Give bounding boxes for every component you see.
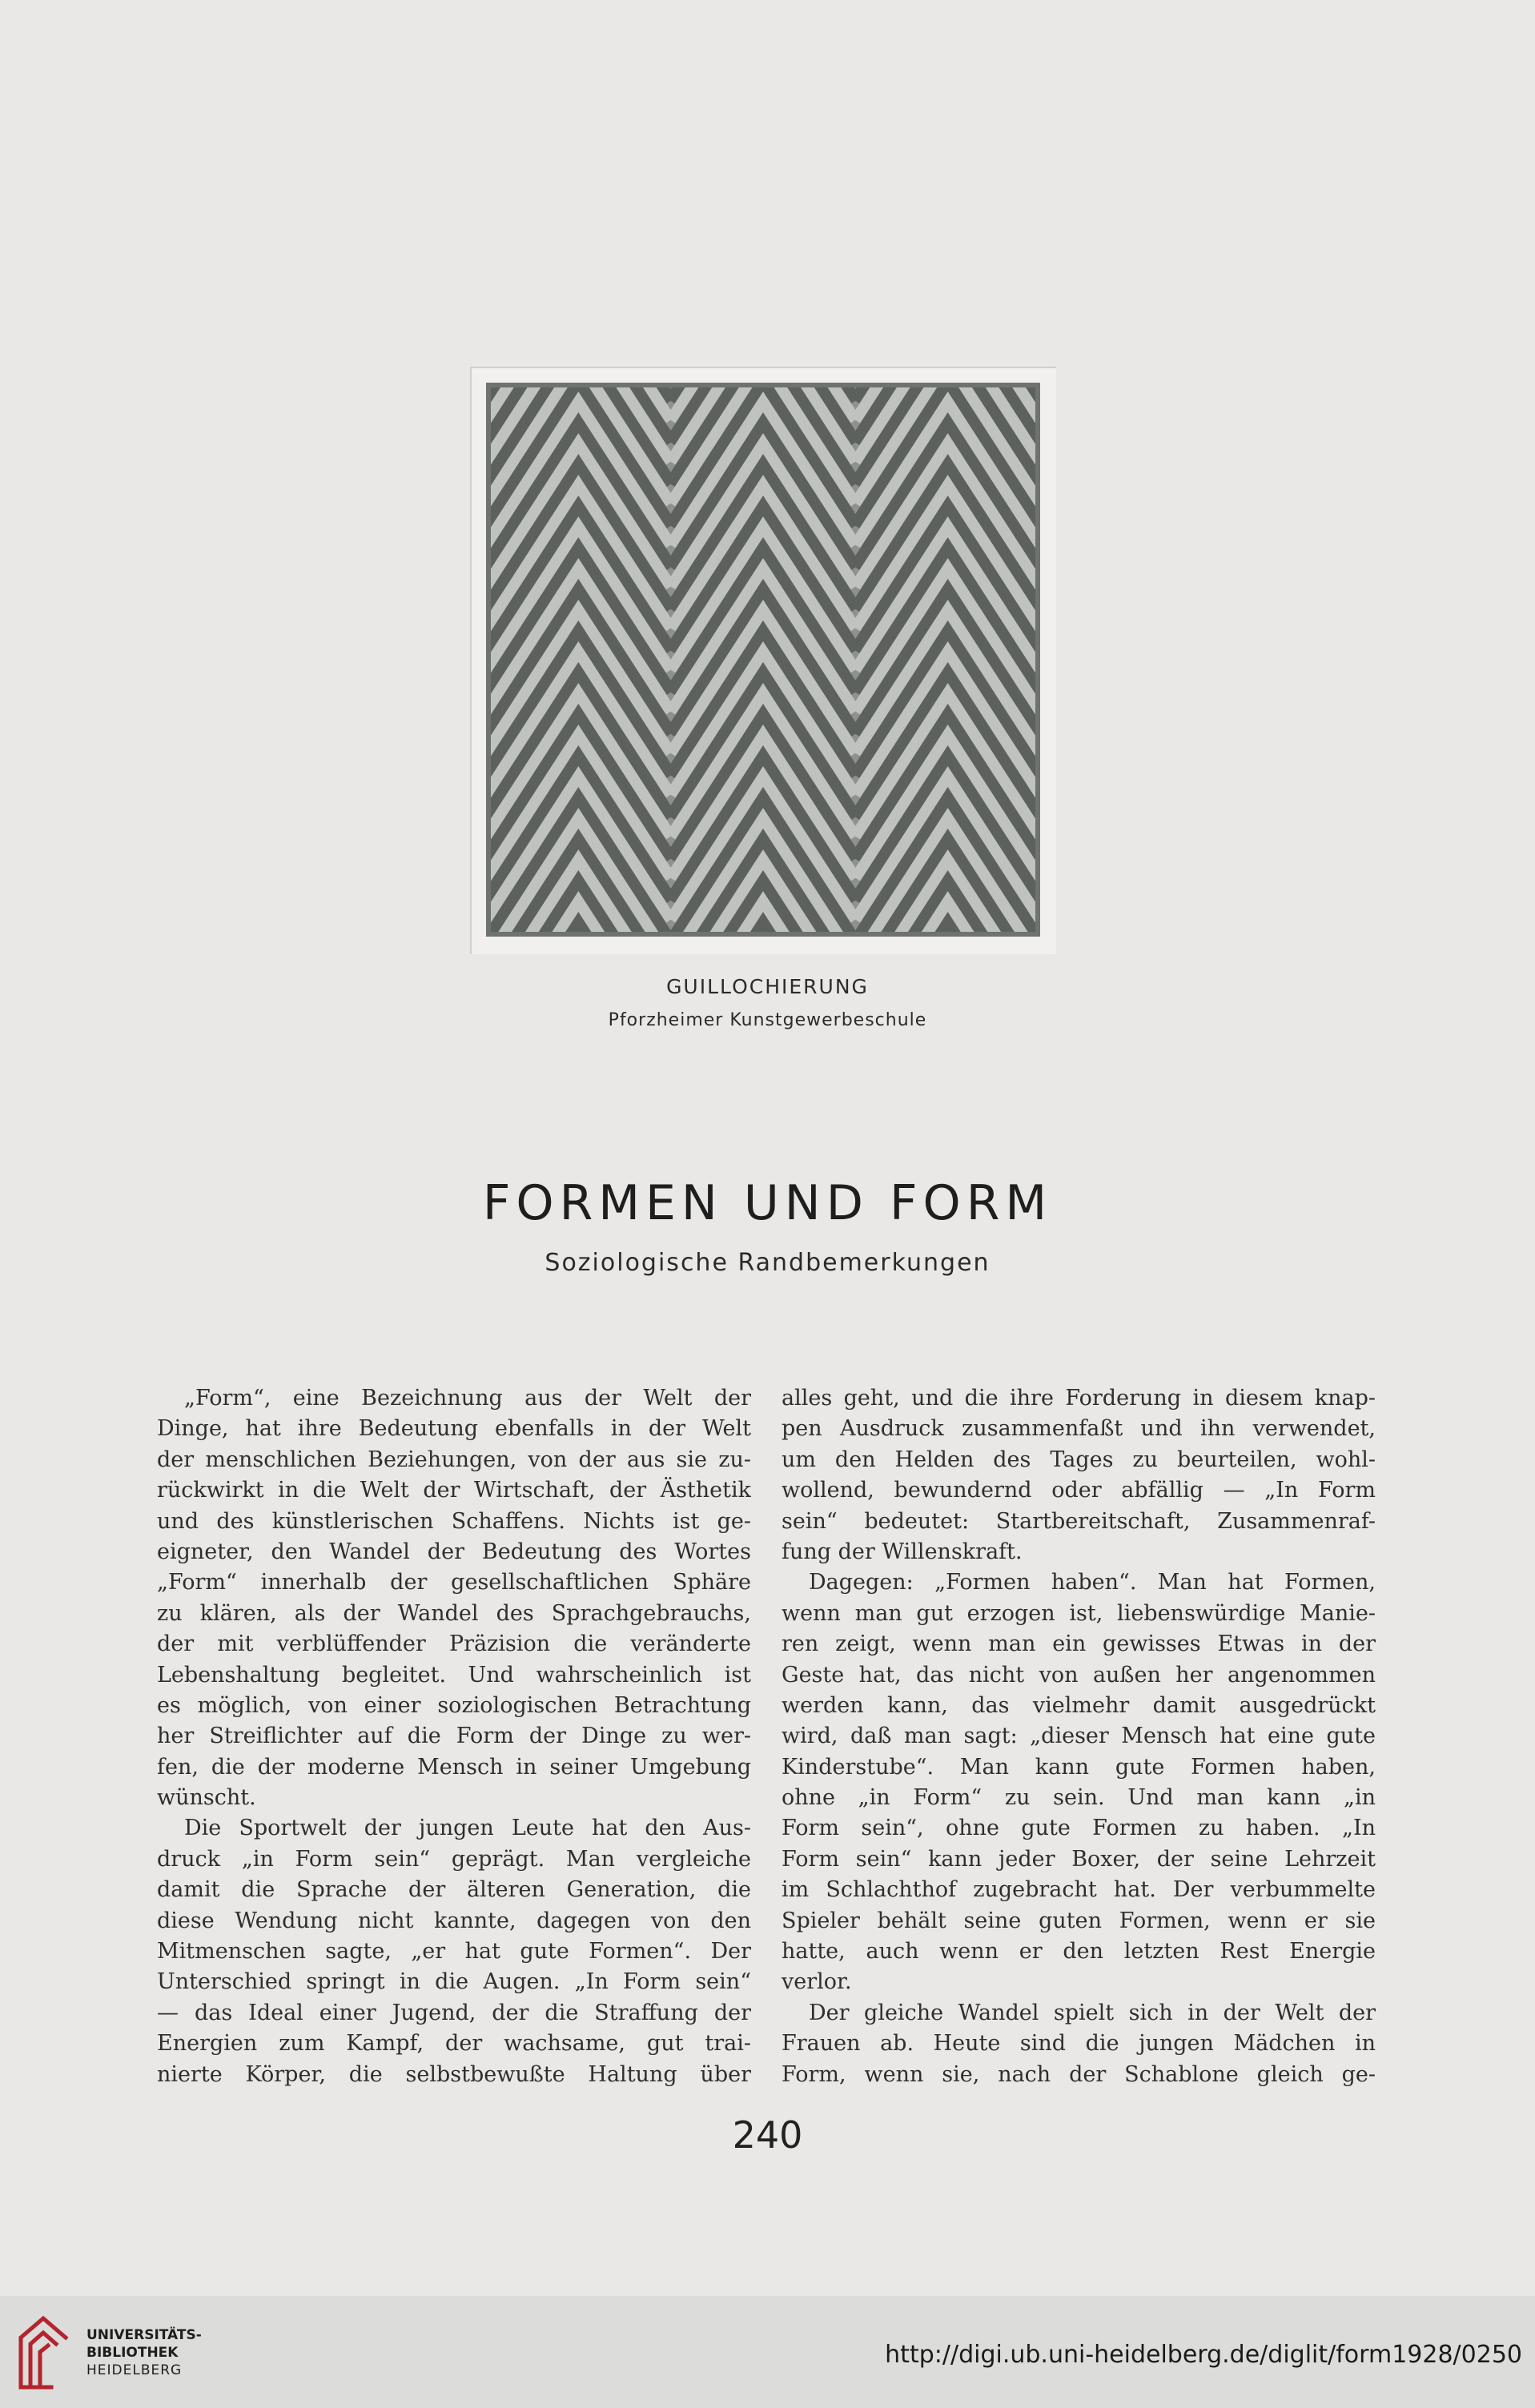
text-line: wollend, bewundernd oder abfällig — „In Form — [782, 1478, 1376, 1503]
text-line: fen, die der moderne Mensch in seiner Umgebung — [157, 1754, 751, 1780]
text-line: Unterschied springt in die Augen. „In Form sein“ — [157, 1969, 751, 1995]
text-line: und des künstlerischen Schaffens. Nichts ist ge- — [157, 1508, 751, 1534]
text-line: der menschlichen Beziehungen, von der aus sie zu- — [157, 1447, 751, 1472]
guilloche-plate-image — [486, 383, 1040, 937]
text-line: druck „in Form sein“ geprägt. Man vergleiche — [157, 1846, 751, 1872]
library-name-line: UNIVERSITÄTS- — [86, 2327, 202, 2343]
text-line: Form sein“, ohne gute Formen zu haben. „In — [782, 1816, 1376, 1841]
text-line: im Schlachthof zugebracht hat. Der verbummelte — [782, 1877, 1376, 1903]
text-line: wird, daß man sagt: „dieser Mensch hat eine gute — [782, 1724, 1376, 1749]
text-line: es möglich, von einer soziologischen Betrachtung — [157, 1692, 751, 1718]
text-line: Mitmenschen sagte, „er hat gute Formen“. Der — [157, 1939, 751, 1965]
library-name-line: HEIDELBERG — [86, 2362, 183, 2378]
text-line: „Form“, eine Bezeichnung aus der Welt der — [184, 1386, 751, 1411]
digital-copy-url-link[interactable]: http://digi.ub.uni-heidelberg.de/diglit/form1928/0250 — [885, 2341, 1522, 2369]
text-line: Spieler behält seine guten Formen, wenn er sie — [782, 1908, 1376, 1933]
text-line: pen Ausdruck zusammenfaßt und ihn verwendet, — [782, 1416, 1376, 1442]
text-line: werden kann, das vielmehr damit ausgedrückt — [782, 1692, 1376, 1718]
ub-heidelberg-logo-icon[interactable] — [16, 2314, 72, 2394]
page-number: 240 — [732, 2113, 803, 2157]
text-line: damit die Sprache der älteren Generation, die — [157, 1877, 751, 1903]
text-line: Energien zum Kampf, der wachsame, gut trai- — [157, 2031, 751, 2057]
text-line: verlor. — [782, 1969, 852, 1995]
guilloche-figure — [470, 367, 1056, 954]
text-line: wenn man gut erzogen ist, liebenswürdige Manie- — [782, 1600, 1376, 1626]
library-name-line: BIBLIOTHEK — [86, 2345, 179, 2361]
text-line: fung der Willenskraft. — [782, 1539, 1023, 1564]
text-line: Dinge, hat ihre Bedeutung ebenfalls in der Welt — [157, 1416, 751, 1442]
text-line: Der gleiche Wandel spielt sich in der Welt der — [809, 2000, 1376, 2025]
text-column-right — [782, 1383, 1376, 2090]
article-subtitle: Soziologische Randbemerkungen — [544, 1249, 991, 1277]
text-line: Frauen ab. Heute sind die jungen Mädchen in — [782, 2031, 1376, 2057]
text-line: Geste hat, das nicht von außen her angenommen — [782, 1662, 1376, 1688]
text-line: her Streiflichter auf die Form der Dinge zu wer- — [157, 1724, 751, 1749]
text-column-left — [157, 1383, 751, 2090]
text-line: um den Helden des Tages zu beurteilen, wohl- — [782, 1447, 1376, 1472]
text-line: Kinderstube“. Man kann gute Formen haben, — [782, 1754, 1376, 1780]
text-line: sein“ bedeutet: Startbereitschaft, Zusammenraf- — [782, 1508, 1376, 1534]
text-line: der mit verblüffender Präzision die veränderte — [157, 1631, 751, 1657]
figure-caption-subtitle: Pforzheimer Kunstgewerbeschule — [608, 1010, 927, 1030]
text-line: wünscht. — [157, 1785, 256, 1811]
text-line: zu klären, als der Wandel des Sprachgebrauchs, — [157, 1600, 751, 1626]
digitization-footer — [0, 2296, 1535, 2408]
text-line: alles geht, und die ihre Forderung in diesem knap- — [782, 1386, 1376, 1411]
text-line: ren zeigt, wenn man ein gewisses Etwas in der — [782, 1631, 1376, 1657]
text-line: rückwirkt in die Welt der Wirtschaft, der Ästhetik — [157, 1478, 751, 1503]
figure-caption-title: GUILLOCHIERUNG — [666, 975, 869, 998]
text-line: — das Ideal einer Jugend, der die Straffung der — [157, 2000, 751, 2025]
text-line: Lebenshaltung begleitet. Und wahrscheinlich ist — [157, 1662, 751, 1688]
text-line: ohne „in Form“ zu sein. Und man kann „in — [782, 1785, 1376, 1811]
text-line: Form, wenn sie, nach der Schablone gleich ge- — [782, 2061, 1376, 2087]
text-line: Die Sportwelt der jungen Leute hat den Aus- — [184, 1816, 751, 1841]
text-line: „Form“ innerhalb der gesellschaftlichen Sphäre — [157, 1570, 751, 1595]
text-line: nierte Körper, die selbstbewußte Haltung über — [157, 2061, 751, 2087]
article-title: FORMEN UND FORM — [482, 1175, 1053, 1231]
text-line: diese Wendung nicht kannte, dagegen von den — [157, 1908, 751, 1933]
text-line: eigneter, den Wandel der Bedeutung des Wortes — [157, 1539, 751, 1564]
text-line: Dagegen: „Formen haben“. Man hat Formen, — [809, 1570, 1376, 1595]
library-name[interactable] — [86, 2326, 202, 2379]
text-line: Form sein“ kann jeder Boxer, der seine Lehrzeit — [782, 1846, 1376, 1872]
text-line: hatte, auch wenn er den letzten Rest Energie — [782, 1939, 1376, 1965]
